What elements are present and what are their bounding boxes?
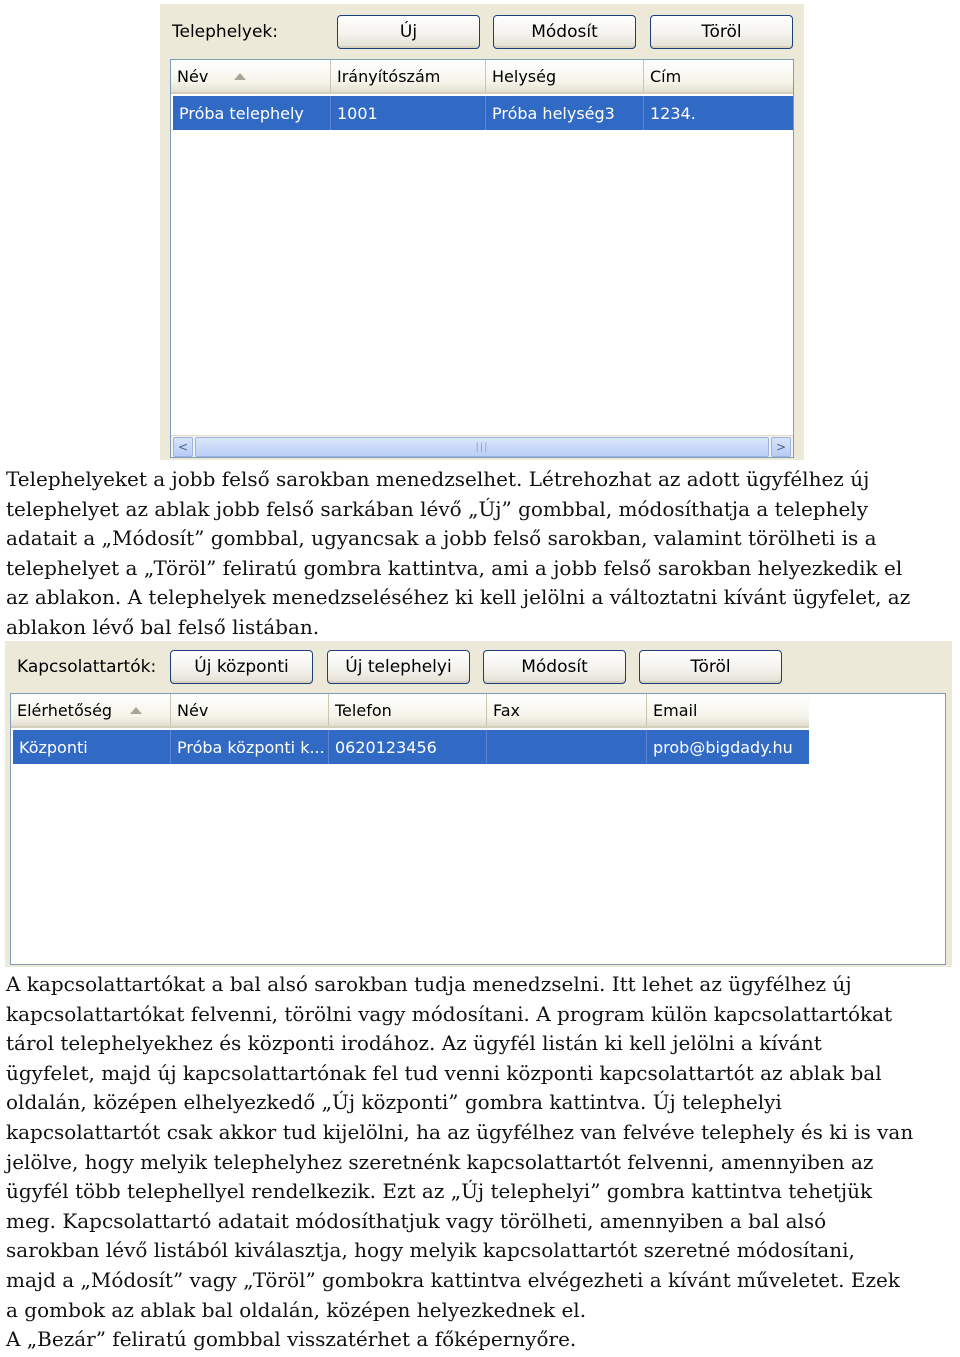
sites-panel [160, 4, 804, 460]
cell-city: Próba helység3 [486, 96, 644, 130]
cell-zip: 1001 [331, 96, 486, 130]
modify-site-button[interactable]: Módosít [493, 15, 636, 49]
column-header-fax[interactable]: Fax [487, 694, 647, 726]
delete-contact-button[interactable]: Töröl [639, 650, 782, 684]
column-header-phone[interactable]: Telefon [329, 694, 487, 726]
column-header-address[interactable]: Cím [650, 66, 682, 86]
cell-address: 1234. [650, 103, 696, 123]
contacts-list-header [11, 694, 809, 728]
sort-ascending-icon [130, 707, 142, 714]
sort-ascending-icon [234, 73, 246, 80]
cell-availability: Központi [13, 730, 171, 764]
new-site-button[interactable]: Új [337, 15, 480, 49]
cell-name: Próba telephely [173, 96, 331, 130]
sites-list-header [171, 60, 793, 94]
contacts-panel [5, 641, 952, 967]
scroll-thumb[interactable]: ||| [195, 437, 769, 457]
column-header-zip[interactable]: Irányítószám [331, 60, 486, 92]
contacts-label: Kapcsolattartók: [17, 657, 157, 677]
cell-contact-name: Próba központi k... [171, 730, 329, 764]
modify-contact-button[interactable]: Módosít [483, 650, 626, 684]
cell-email: prob@bigdady.hu [653, 737, 793, 757]
contacts-description: A kapcsolattartókat a bal alsó sarokban tudja menedzselni. Itt lehet az ügyfélhez új kapcsolattartókat felvenni, törölni vagy módosítani. A program külön kapcsolattartókat tárol telephelyekhez és központi irodához. Az ügyfél listán ki kell jelölni a kívánt ügyfelet, majd új kapcsolattartónak fel tud venni központi kapcsolattartót az ablak bal oldalán, középen elhelyezkedő „Új központi” gombra kattintva. Új telephelyi kapcsolattartót csak akkor tud kijelölni, ha az ügyfélhez van felvéve telephely és ki is van jelölve, hogy melyik telephelyhez szeretnénk kapcsolattartót felvenni, amennyiben az ügyfél több telephellyel rendelkezik. Ezt az „Új telephelyi” gombra kattintva tehetjük meg. Kapcsolattartó adatait módosíthatjuk vagy törölheti, amennyiben a bal alsó sarokban lévő listából kiválasztja, hogy melyik kapcsolattartót szeretné módosítani, majd a „Módosít” vagy „Töröl” gombokra kattintva elvégezheti a kívánt műveletet. Ezek a gombok az ablak bal oldalán, középen helyezkednek el. A „Bezár” feliratú gombbal visszatérhet a főképernyőre. [6, 972, 914, 1352]
table-row[interactable] [173, 96, 793, 130]
scroll-right-icon[interactable]: > [771, 437, 791, 457]
sites-description: Telephelyeket a jobb felső sarokban menedzselhet. Létrehozhat az adott ügyfélhez új telephelyet az ablak jobb felső sarkában lévő „Új” gombbal, módosíthatja a telephely adatait a „Módosít” gombbal, ugyancsak a jobb felső sarokban, valamint törölheti is a telephelyet a „Töröl” feliratú gombra kattintva, ami a jobb felső sarokban helyezkedik el az ablakon. A telephelyek menedzseléséhez ki kell jelölni a változtatni kívánt ügyfelet, az ablakon lévő bal felső listában. [6, 467, 911, 639]
column-header-city[interactable]: Helység [486, 60, 644, 92]
sites-list[interactable] [170, 59, 794, 458]
horizontal-scrollbar[interactable] [171, 435, 793, 457]
contacts-list[interactable] [10, 693, 946, 965]
scroll-left-icon[interactable]: < [173, 437, 193, 457]
cell-phone: 0620123456 [329, 730, 487, 764]
column-header-email[interactable]: Email [653, 700, 698, 720]
column-header-contact-name[interactable]: Név [171, 694, 329, 726]
cell-fax [487, 730, 647, 764]
delete-site-button[interactable]: Töröl [650, 15, 793, 49]
column-header-availability[interactable]: Elérhetőség [11, 694, 171, 726]
sites-label: Telephelyek: [172, 22, 278, 42]
table-row[interactable] [13, 730, 809, 764]
new-central-contact-button[interactable]: Új központi [170, 650, 313, 684]
column-header-name[interactable]: Név [171, 60, 331, 92]
new-site-contact-button[interactable]: Új telephelyi [327, 650, 470, 684]
